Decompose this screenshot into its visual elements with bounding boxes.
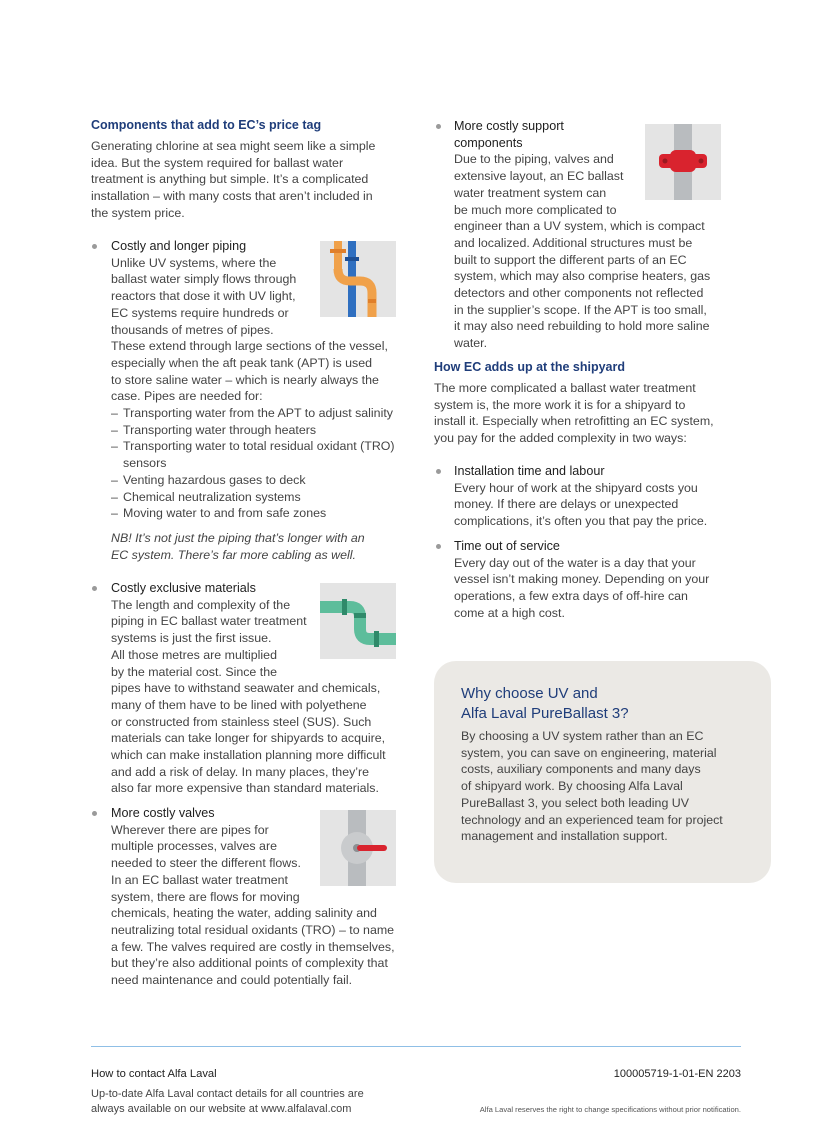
- bullet-title: Costly exclusive materials: [111, 581, 256, 595]
- document-number: 100005719-1-01-EN 2203: [613, 1068, 741, 1080]
- bullet-title: Time out of service: [454, 539, 560, 553]
- callout-box: [434, 661, 771, 883]
- list-item: – Moving water to and from safe zones: [111, 505, 411, 522]
- list-item: – Transporting water to total residual oxidant (TRO) sensors: [111, 438, 395, 471]
- bullet-service: Time out of service Every day out of the water is a day that your vessel isn’t making money. Depending on your operations, a few extra days of off-hire can come at a high cost.: [454, 538, 754, 622]
- disclaimer: Alfa Laval reserves the right to change specifications without prior notification.: [479, 1105, 741, 1114]
- intro-paragraph: Generating chlorine at sea might seem like a simple idea. But the system required for ballast water treatment is anything but simple. It’s a complicated installation – with many costs that aren’t included in the system price.: [91, 139, 376, 220]
- bullet-support: More costly support components Due to the piping, valves and extensive layout, an EC ballast water treatment system can be much more complicated to engineer than a UV system, which is compact and localized. Additional structures must be built to support the different parts of an EC system, which may also comprise heaters, gas detectors and other components not reflected in the supplier’s scope. If the APT is too small, it may also need rebuilding to hold more saline water.: [454, 118, 749, 352]
- bullet-dot: [436, 469, 441, 474]
- bullet-title: More costly support: [454, 119, 564, 133]
- bullet-title: Installation time and labour: [454, 464, 605, 478]
- bullet-dot: [92, 244, 97, 249]
- bullet-dot: [436, 544, 441, 549]
- pipe-uses-list: [111, 405, 411, 522]
- footer-contact-title: How to contact Alfa Laval: [91, 1068, 217, 1080]
- bullet-dot: [92, 811, 97, 816]
- list-item: – Transporting water through heaters: [111, 422, 411, 439]
- bullet-title: More costly valves: [111, 806, 215, 820]
- note: NB! It’s not just the piping that’s longer with an EC system. There’s far more cabling as well.: [111, 530, 365, 562]
- bullet-title: Costly and longer piping: [111, 239, 247, 253]
- footer-divider: [91, 1046, 741, 1047]
- list-item: – Chemical neutralization systems: [111, 489, 411, 506]
- valve-icon: [320, 810, 396, 886]
- callout-title: Why choose UV and Alfa Laval PureBallast 3?: [461, 685, 629, 722]
- bullet-title: components: [454, 135, 523, 150]
- bullet-materials: Costly exclusive materials The length and complexity of the piping in EC ballast water treatment systems is just the first issue. All those metres are multiplied by the material cost. Since the pipes have to withstand seawater and chemicals, many of them have to be lined with polyethene or constructed from stainless steel (SUS). Such materials can take longer for shipyards to acquire, which can make installation planning more difficult and add a risk of delay. In many places, they’re also far more expensive than standard materials.: [111, 580, 411, 797]
- list-item: – Transporting water from the APT to adjust salinity: [111, 405, 411, 422]
- pipes-icon: [320, 241, 396, 317]
- callout-body: By choosing a UV system rather than an EC system, you can save on engineering, material costs, auxiliary components and many days of shipyard work. By choosing Alfa Laval PureBallast 3, you select both leading UV technology and an experienced team for project management and installation support.: [461, 729, 723, 844]
- section-heading-shipyard: How EC adds up at the shipyard: [434, 360, 625, 374]
- bullet-dot: [92, 586, 97, 591]
- bullet-piping: Costly and longer piping Unlike UV systems, where the ballast water simply flows through reactors that dose it with UV light, EC systems require hundreds or thousands of metres of pipes. These extend through large sections of the vessel, especially when the aft peak tank (APT) is used to store saline water – which is nearly always the case. Pipes are needed for: – Transporting water from the APT to adjust salinity – Transporting water through heaters – Transporting water to total residual oxidant (TRO) sensors – Venting hazardous gases to deck – Chemical neutralization systems – Moving water to and from safe zones NB! It’s not just the piping that’s longer with an EC system. There’s far more cabling as well.: [111, 238, 411, 563]
- shipyard-intro: The more complicated a ballast water treatment system is, the more work it is for a shipyard to install it. Especially when retrofitting an EC system, you pay for the added complexity in two ways:: [434, 381, 714, 446]
- section-heading-costs: Components that add to EC’s price tag: [91, 118, 322, 132]
- bullet-dot: [436, 124, 441, 129]
- lined-pipe-icon: [320, 583, 396, 659]
- list-item: – Venting hazardous gases to deck: [111, 472, 411, 489]
- pipe-clamp-icon: [645, 124, 721, 200]
- footer-contact-body: Up-to-date Alfa Laval contact details for all countries are always available on our website at www.alfalaval.com: [91, 1088, 364, 1115]
- bullet-valves: More costly valves Wherever there are pipes for multiple processes, valves are needed to steer the different flows. In an EC ballast water treatment system, there are flows for moving chemicals, heating the water, adding salinity and neutralizing total residual oxidants (TRO) – to name a few. The valves required are costly in themselves, but they’re also additional points of complexity that need maintenance and could potentially fail.: [111, 805, 411, 989]
- bullet-labour: Installation time and labour Every hour of work at the shipyard costs you money. If there are delays or unexpected complications, it’s often you that pay the price.: [454, 463, 754, 530]
